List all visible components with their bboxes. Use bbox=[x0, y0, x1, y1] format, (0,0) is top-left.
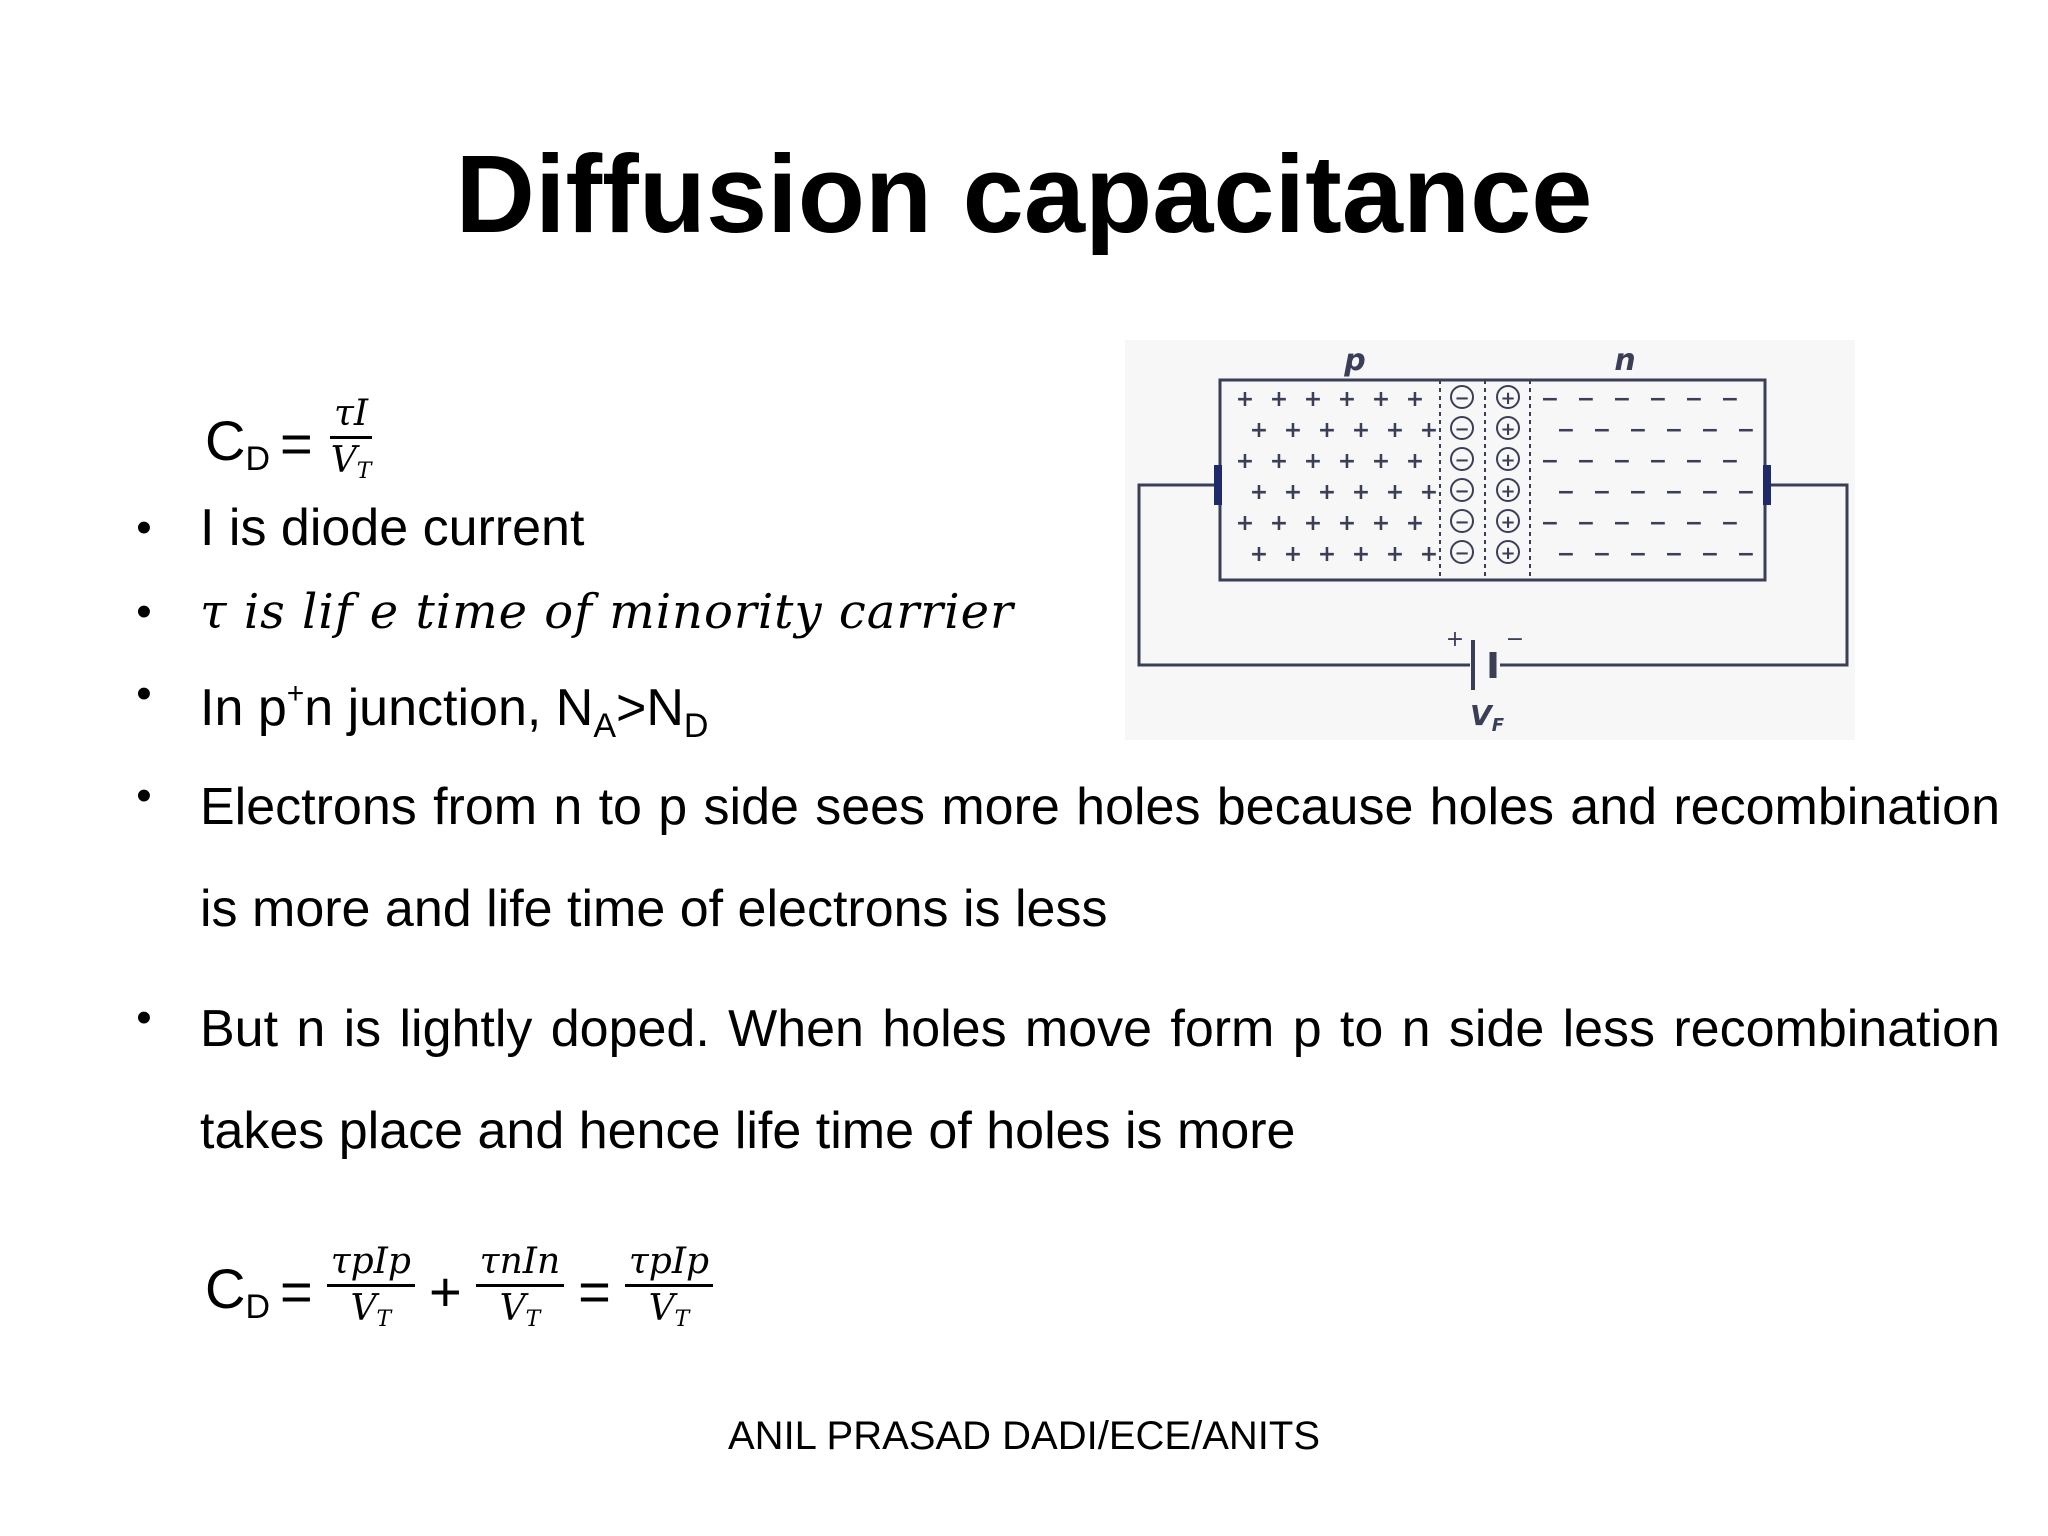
hole-plus: + bbox=[1317, 480, 1337, 505]
negative-ion-sign: − bbox=[1454, 512, 1470, 533]
hole-plus: + bbox=[1283, 418, 1303, 443]
electron-minus: − bbox=[1540, 387, 1560, 412]
subscript-d: D bbox=[683, 707, 709, 745]
electron-minus: − bbox=[1736, 542, 1756, 567]
hole-plus: + bbox=[1249, 480, 1269, 505]
electron-minus: − bbox=[1540, 449, 1560, 474]
hole-plus: + bbox=[1385, 542, 1405, 567]
term-numerator: τnIn bbox=[476, 1240, 565, 1287]
electron-minus: − bbox=[1612, 449, 1632, 474]
electron-minus: − bbox=[1576, 449, 1596, 474]
denominator-symbol: V bbox=[330, 440, 357, 481]
electron-minus: − bbox=[1628, 480, 1648, 505]
electron-minus: − bbox=[1576, 511, 1596, 536]
hole-plus: + bbox=[1269, 511, 1289, 536]
electron-minus: − bbox=[1664, 480, 1684, 505]
electron-minus: − bbox=[1720, 387, 1740, 412]
superscript: + bbox=[286, 677, 305, 710]
hole-plus: + bbox=[1405, 511, 1425, 536]
term-result bbox=[625, 1240, 713, 1342]
electron-minus: − bbox=[1576, 387, 1596, 412]
hole-plus: + bbox=[1351, 418, 1371, 443]
electron-minus: − bbox=[1592, 418, 1612, 443]
electron-minus: − bbox=[1556, 418, 1576, 443]
electron-minus: − bbox=[1612, 511, 1632, 536]
electron-minus: − bbox=[1720, 511, 1740, 536]
right-terminal bbox=[1763, 465, 1771, 505]
electron-minus: − bbox=[1736, 480, 1756, 505]
hole-plus: + bbox=[1249, 418, 1269, 443]
denominator-subscript: T bbox=[356, 459, 372, 484]
bullet-marker: • bbox=[136, 993, 152, 1042]
formula-lhs-subscript: D bbox=[245, 1287, 271, 1326]
term-hole bbox=[327, 1240, 415, 1342]
formula-lhs bbox=[205, 1256, 270, 1327]
hole-plus: + bbox=[1351, 480, 1371, 505]
electron-minus: − bbox=[1684, 449, 1704, 474]
electron-minus: − bbox=[1540, 511, 1560, 536]
hole-plus: + bbox=[1337, 511, 1357, 536]
slide-footer: ANIL PRASAD DADI/ECE/ANITS bbox=[728, 1414, 1320, 1458]
positive-ion-sign: + bbox=[1500, 481, 1516, 502]
electron-minus: − bbox=[1628, 542, 1648, 567]
hole-plus: + bbox=[1317, 542, 1337, 567]
pn-junction-diagram bbox=[1125, 340, 1855, 740]
electron-minus: − bbox=[1736, 418, 1756, 443]
formula-equals: = bbox=[280, 1259, 313, 1323]
hole-plus: + bbox=[1371, 387, 1391, 412]
hole-plus: + bbox=[1419, 418, 1439, 443]
electron-minus: − bbox=[1556, 480, 1576, 505]
electron-minus: − bbox=[1648, 387, 1668, 412]
hole-plus: + bbox=[1337, 387, 1357, 412]
text-part: n junction, N bbox=[304, 679, 594, 737]
text-part: In p bbox=[200, 679, 287, 737]
bullet-marker: • bbox=[136, 503, 152, 552]
term-electron bbox=[476, 1240, 565, 1342]
formula-equals-2: = bbox=[578, 1259, 611, 1323]
negative-ion-sign: − bbox=[1454, 450, 1470, 471]
formula-denominator bbox=[327, 439, 376, 494]
hole-plus: + bbox=[1371, 511, 1391, 536]
hole-plus: + bbox=[1249, 542, 1269, 567]
bullet-text: τ is lif e time of minority carrier bbox=[200, 584, 1014, 640]
positive-ion-sign: + bbox=[1500, 543, 1516, 564]
electron-minus: − bbox=[1664, 418, 1684, 443]
formula-plus: + bbox=[428, 1259, 462, 1323]
formula-equals: = bbox=[280, 411, 313, 475]
denominator-symbol: V bbox=[350, 1288, 377, 1329]
hole-plus: + bbox=[1419, 542, 1439, 567]
electron-minus: − bbox=[1720, 449, 1740, 474]
formula-lhs bbox=[205, 408, 270, 479]
electron-minus: − bbox=[1592, 480, 1612, 505]
left-terminal bbox=[1214, 465, 1222, 505]
denominator-symbol: V bbox=[648, 1288, 675, 1329]
hole-plus: + bbox=[1337, 449, 1357, 474]
formula-fraction bbox=[327, 392, 376, 494]
bullet-text: Electrons from n to p side sees more holes because holes and recombination is more and life time of electrons is less bbox=[200, 778, 2000, 938]
formula-lhs-subscript: D bbox=[245, 439, 271, 478]
term-denominator bbox=[645, 1287, 694, 1342]
hole-plus: + bbox=[1419, 480, 1439, 505]
n-region-label: n bbox=[1614, 343, 1636, 378]
hole-plus: + bbox=[1235, 387, 1255, 412]
bullet-text: But n is lightly doped. When holes move form p to n side less recombination takes place and hence life time of holes is more bbox=[200, 1000, 2000, 1160]
denominator-subscript: T bbox=[525, 1307, 541, 1332]
electron-minus: − bbox=[1628, 418, 1648, 443]
hole-plus: + bbox=[1269, 449, 1289, 474]
hole-plus: + bbox=[1303, 449, 1323, 474]
hole-plus: + bbox=[1303, 511, 1323, 536]
positive-ion-sign: + bbox=[1500, 388, 1516, 409]
battery-minus-sign: − bbox=[1505, 627, 1525, 652]
positive-ion-sign: + bbox=[1500, 512, 1516, 533]
formula-lhs-symbol: C bbox=[205, 408, 246, 472]
diffusion-capacitance-expanded-formula bbox=[205, 1240, 717, 1342]
subscript-a: A bbox=[593, 707, 616, 745]
electron-minus: − bbox=[1684, 511, 1704, 536]
diffusion-capacitance-formula bbox=[205, 392, 379, 494]
positive-ion-sign: + bbox=[1500, 450, 1516, 471]
electron-minus: − bbox=[1612, 387, 1632, 412]
hole-plus: + bbox=[1351, 542, 1371, 567]
negative-ion-sign: − bbox=[1454, 419, 1470, 440]
positive-ion-sign: + bbox=[1500, 419, 1516, 440]
negative-ion-sign: − bbox=[1454, 481, 1470, 502]
hole-plus: + bbox=[1405, 449, 1425, 474]
hole-plus: + bbox=[1385, 418, 1405, 443]
text-part: >N bbox=[616, 679, 684, 737]
bullet-marker: • bbox=[136, 587, 152, 636]
electron-minus: − bbox=[1592, 542, 1612, 567]
electron-minus: − bbox=[1700, 418, 1720, 443]
voltage-subscript: F bbox=[1491, 715, 1504, 736]
hole-plus: + bbox=[1303, 387, 1323, 412]
p-region-label: p bbox=[1344, 343, 1366, 378]
hole-plus: + bbox=[1317, 418, 1337, 443]
electron-minus: − bbox=[1684, 387, 1704, 412]
battery-plus-sign: + bbox=[1445, 627, 1465, 652]
term-denominator bbox=[346, 1287, 395, 1342]
hole-plus: + bbox=[1283, 542, 1303, 567]
bullet-marker: • bbox=[136, 669, 152, 718]
hole-plus: + bbox=[1269, 387, 1289, 412]
hole-plus: + bbox=[1235, 449, 1255, 474]
term-numerator: τpIp bbox=[625, 1240, 713, 1287]
hole-plus: + bbox=[1235, 511, 1255, 536]
voltage-symbol: V bbox=[1470, 699, 1492, 732]
bullet-marker: • bbox=[136, 771, 152, 820]
negative-ion-sign: − bbox=[1454, 388, 1470, 409]
electron-minus: − bbox=[1700, 542, 1720, 567]
diagram-background bbox=[1125, 340, 1855, 740]
electron-minus: − bbox=[1648, 511, 1668, 536]
term-numerator: τpIp bbox=[327, 1240, 415, 1287]
bullet-text: I is diode current bbox=[200, 499, 585, 557]
electron-minus: − bbox=[1700, 480, 1720, 505]
electron-minus: − bbox=[1556, 542, 1576, 567]
electron-minus: − bbox=[1648, 449, 1668, 474]
denominator-subscript: T bbox=[376, 1307, 392, 1332]
hole-plus: + bbox=[1385, 480, 1405, 505]
denominator-subscript: T bbox=[674, 1307, 690, 1332]
slide-title: Diffusion capacitance bbox=[455, 133, 1593, 256]
electron-minus: − bbox=[1664, 542, 1684, 567]
term-denominator bbox=[496, 1287, 545, 1342]
hole-plus: + bbox=[1371, 449, 1391, 474]
formula-numerator: τI bbox=[330, 392, 372, 439]
denominator-symbol: V bbox=[499, 1288, 526, 1329]
hole-plus: + bbox=[1283, 480, 1303, 505]
hole-plus: + bbox=[1405, 387, 1425, 412]
negative-ion-sign: − bbox=[1454, 543, 1470, 564]
bullet-text bbox=[200, 664, 708, 756]
formula-lhs-symbol: C bbox=[205, 1256, 246, 1320]
